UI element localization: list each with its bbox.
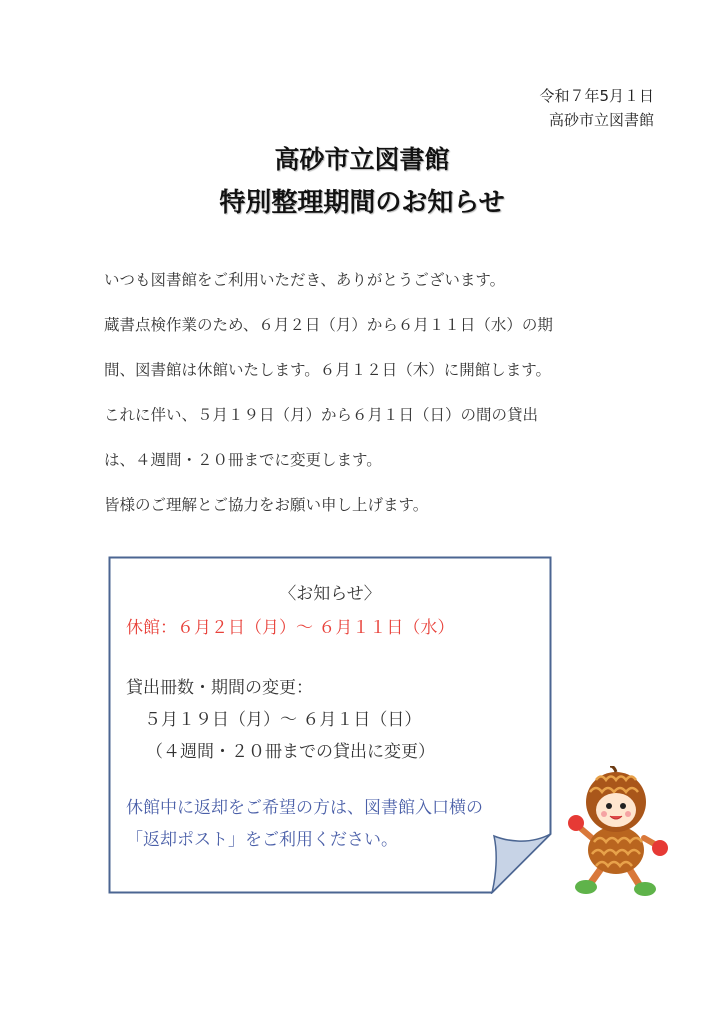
body-paragraph: これに伴い、５月１９日（月）から６月１日（日）の間の貸出 <box>104 406 539 424</box>
loan-change-period: ５月１９日（月）～ ６月１日（日） <box>144 710 422 730</box>
return-info-line1: 休館中に返却をご希望の方は、図書館入口横の <box>126 798 483 818</box>
loan-change-label: 貸出冊数・期間の変更： <box>126 678 313 698</box>
closure-period: 休館：６月２日（月）～ ６月１１日（水） <box>126 618 455 638</box>
return-info-line2: 「返却ポスト」をご利用ください。 <box>126 830 398 850</box>
body-paragraph: 皆様のご理解とご協力をお願い申し上げます。 <box>104 496 429 514</box>
page-title-line1: 高砂市立図書館 <box>274 145 450 174</box>
issuer-name: 高砂市立図書館 <box>548 111 654 129</box>
page-title-line2: 特別整理期間のお知らせ <box>219 188 505 218</box>
body-paragraph: いつも図書館をご利用いただき、ありがとうございます。 <box>104 271 506 289</box>
body-text <box>104 268 624 538</box>
notice-box <box>108 556 552 894</box>
pinecone-mascot-icon <box>566 766 670 898</box>
notice-heading: 〈お知らせ〉 <box>279 584 381 604</box>
loan-change-condition: （４週間・２０冊までの貸出に変更） <box>146 742 435 762</box>
date-block <box>539 84 654 132</box>
body-paragraph: 間、図書館は休館いたします。６月１２日（木）に開館します。 <box>104 361 552 379</box>
body-paragraph: は、４週間・２０冊までに変更します。 <box>104 451 382 469</box>
notice-date: 令和７年5月１日 <box>539 87 654 105</box>
body-paragraph: 蔵書点検作業のため、６月２日（月）から６月１１日（水）の期 <box>104 316 553 334</box>
